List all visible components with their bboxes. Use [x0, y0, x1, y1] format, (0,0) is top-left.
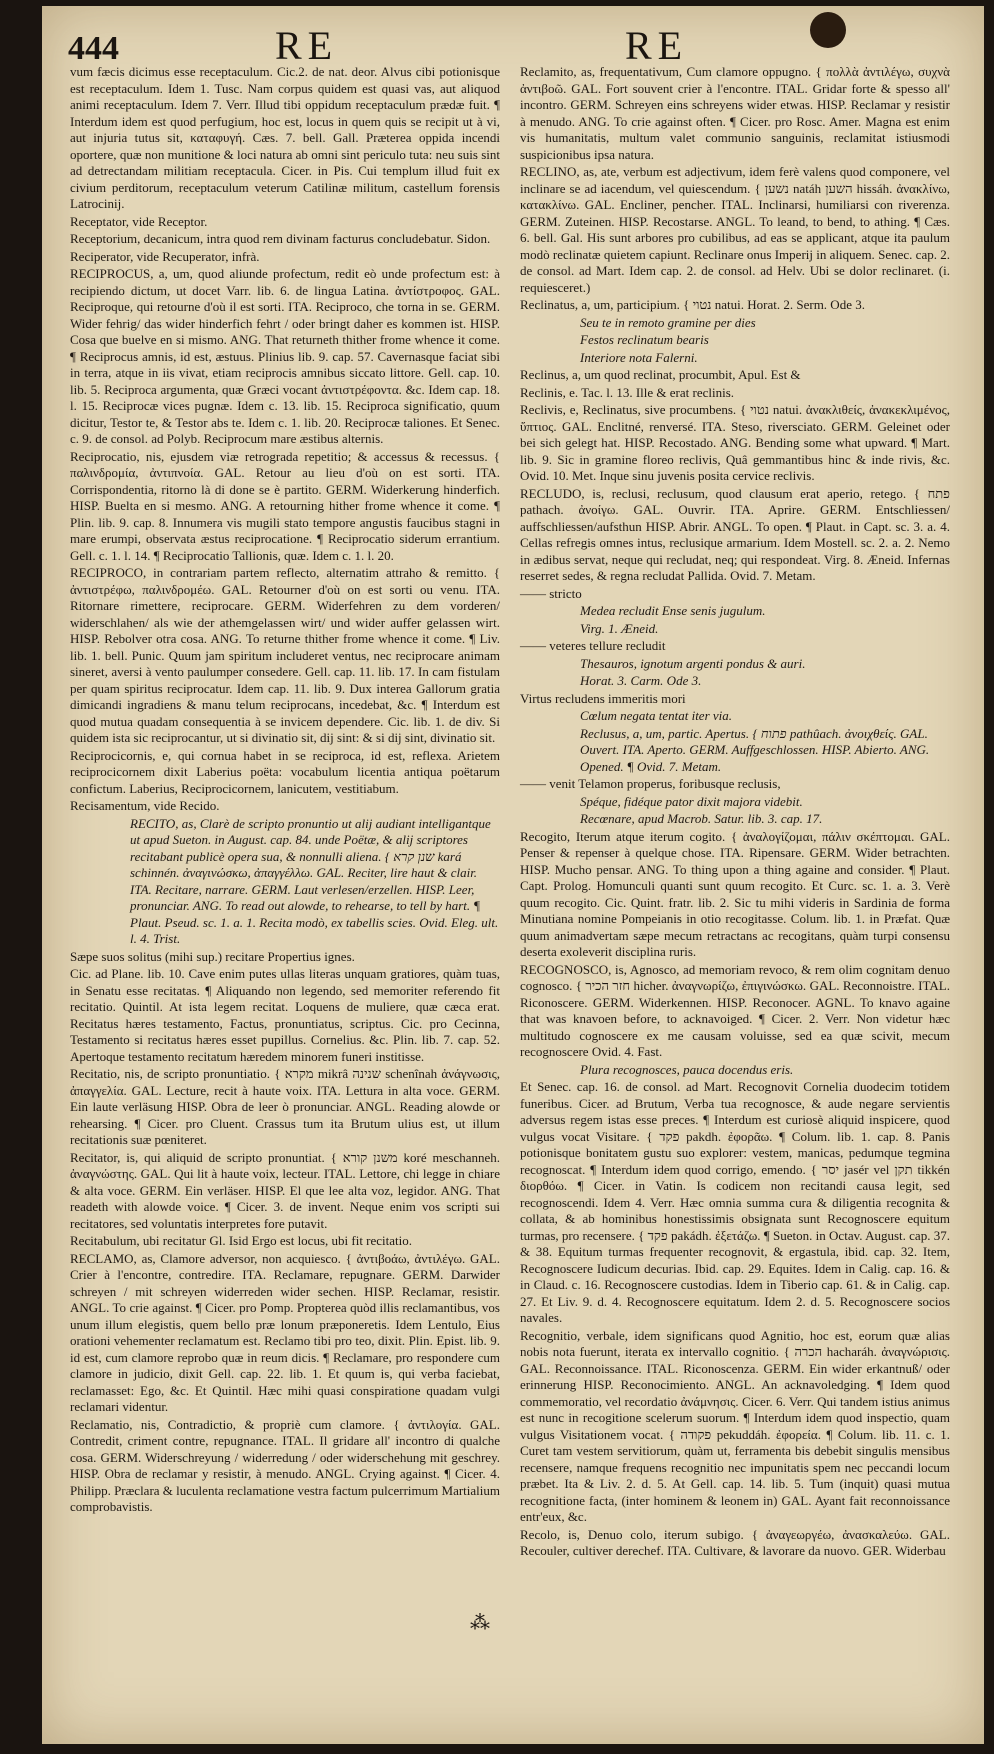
verse-line: RECITO, as, Clarè de scripto pronuntio ut alij audiant intelligantque ut apud Sueton. in August. cap. 84. unde Poëtæ, & alij scriptores recitabant publicè opera sua, & nonnulli aliena. { שנן קרא kará schinnén. ἀναγινώσκω, ἀπαγγέλλω. GAL. Reciter, lire haut & clair. ITA. Recitare, narrare. GERM. Laut verlesen/erzellen. HISP. Leer, pronunciar. ANG. To read out alowde, to rehearse, to tell by hart. ¶ Plaut. Pseud. sc. 1. a. 1. Recita modò, ex tabellis scies. Ovid. Eleg. ult. l. 4. Trist.	[130, 815, 499, 946]
dictionary-entry: Recolo, is, Denuo colo, iterum subigo. { ἀναγεωργέω, ἀνασκαλεύω. GAL. Recouler, cultiver derechef. ITA. Cultivare, & lavorare da nuovo. GER. Widerbau	[520, 1526, 950, 1558]
dictionary-entry: Recogito, Iterum atque iterum cogito. { ἀναλογίζομαι, πάλιν σκέπτομαι. GAL. Penser & repenser à quelque chose. ITA. Ripensare. GERM. Wider betrachten. HISP. Mucho pensar. ANG. To thing upon a thing againe and consider. ¶ Plaut. Capt. Prolog. Homunculi quanti sunt quum recogito. Et Curc. sc. 1. a. 3. Verè quum recogito. Cic. Quint. fratr. lib. 2. Sic tu mihi videris in Sardinia de forma Minutiana nomine Pompeianis in otio recogitasse. Colum. lib. 1. in Præfat. Quæ quum animadvertam sæpe mecum retractans ac recogitans, quàm turpi consensu deserta exoleverit disciplina ruris.	[520, 828, 950, 959]
dictionary-entry: RECIPROCUS, a, um, quod aliunde profectum, redit eò unde profectum est: à recipiendo dictum, ut docet Varr. lib. 6. de lingua Latina. ἀντίστροφος. GAL. Reciproque, qui retourne d'où il est sorti. ITA. Reciproco, che torna in se. GERM. Wider fehrig/ das wider hinderfich fehrt / oder bringt daher es kommen ist. HISP. Cosa que buelve en si mismo. ANG. That returneth thither frome whence it come. ¶ Reciprocus amnis, id est, æstuus. Plinius lib. 9. cap. 57. Cavernasque faciat sibi in terra, atque in iis vivat, etiam reciprocis amnibus siccato littore. Gell. cap. 10. lib. 5. Reciproca argumenta, quæ Græci vocant ἀντιστρέφοντα. &c. Idem cap. 18. l. 15. Reciprocæ vices pugnæ. Idem c. 13. lib. 15. Reciproca significatio, quum dicitur, Testor te, & Testor abs te. Idem c. 1. lib. 20. Reciprocæ taliones. Et Senec. c. 9. de consol. ad Polyb. Reciprocum mare æstibus alternis.	[70, 266, 500, 446]
verse-line: Recœnare, apud Macrob. Satur. lib. 3. cap. 17.	[580, 811, 823, 826]
verse-line: Seu te in remoto gramine per dies	[580, 314, 756, 330]
verse-line: Reclusus, a, um, partic. Apertus. { פתוח pathûach. ἀνοιχθείς. GAL. Ouvert. ITA. Aperto. GERM. Auffgeschlossen. HISP. Abierto. ANG. Opened. ¶ Ovid. 7. Metam.	[580, 725, 930, 774]
verse-line: Interiore nota Falerni.	[580, 349, 698, 365]
dictionary-entry: Reclinus, a, um quod reclinat, procumbit, Apul. Est &	[520, 367, 801, 382]
dictionary-entry: Receptorium, decanicum, intra quod rem divinam facturus concludebatur. Sidon.	[70, 231, 491, 246]
dictionary-entry: Recitatio, nis, de scripto pronuntiatio. { מקרא mikrâ שנינה schenînah ἀνάγνωσις, ἀπαγγελία. GAL. Lecture, recit à haute voix. ITA. Lettura in alta voce. GERM. Ein laute verläsung HISP. Obra de leer ò pronunciar. ANGL. Reading alowde or rehearsing. ¶ Cicer. pro Cluent. Crassus tum ita Brutum ulius est, ut illum recitationis suæ pœniteret.	[70, 1066, 500, 1147]
dictionary-entry: Recitabulum, ubi recitatur Gl. Isid Ergo est locus, ubi fit recitatio.	[70, 1233, 413, 1248]
right-column	[520, 64, 950, 1561]
page-hole	[810, 12, 846, 48]
dictionary-entry: RECLUDO, is, reclusi, reclusum, quod clausum erat aperio, retego. { פתח pathach. ἀνοίγω. GAL. Ouvrir. ITA. Aprire. GERM. Entschliessen/ auffschliessen/aufsthun HISP. Abrir. ANGL. To open. ¶ Plaut. in Capt. sc. 3. a. 4. Cellas refregis omnes intus, reclusique armarium. Idem Mostell. sc. 2. a. 2. Nemo in ædibus servat, neque qui recludat, neq; qui respondeat. Virg. 8. Æneid. Infernas reserret sedes, & regna recludat Pallida. Ovid. 7. Metam.	[520, 485, 950, 583]
dictionary-entry: Reciprocicornis, e, qui cornua habet in se reciproca, id est, reflexa. Arietem reciprocicornem dixit Laberius poëta: vocabulum licentia antiqua poëtarum confictum. Laberius, Reciprocicornem, lanicutem, vestitiabum.	[70, 747, 500, 796]
dictionary-entry: RECLINO, as, ate, verbum est adjectivum, idem ferè valens quod componere, vel inclinare se ad iacendum, vel quiescendum. { נשען natáh השען hissáh. ἀνακλίνω, κατακλίνω. GAL. Encliner, pencher. ITAL. Inclinarsi, humiliarsi con riverenza. GERM. Zuteinen. HISP. Recostarse. ANGL. To leand, to bend, to athing. ¶ Cæs. 6. bell. Gal. His sunt arbores pro cubilibus, ad eas se applicant, atque ita paulum modò reclinatæ quietem capiunt. Reclinare onus Imperij in aliquem. Senec. cap. 2. de consol. ad Mart. Idem cap. 2. de consol. ad Helv. Ubi se dolor reclinaret. (i. requiesceret.)	[520, 164, 951, 295]
verse-line: Medea recludit Ense senis jugulum.	[580, 603, 766, 618]
verse-line: Horat. 3. Carm. Ode 3.	[580, 673, 702, 688]
footer-ornament: ⁂	[470, 1612, 490, 1634]
dictionary-entry: Reciprocatio, nis, ejusdem viæ retrograda repetitio; & accessus & recessus. { παλινδρομία, ἀντιπνοία. GAL. Retour au lieu d'où on est sorti. ITA. Corrispondentia, ritorno là di done se è partito. GERM. Widerkerung hinderfich. HISP. Buelta en si mesmo. ANG. A retourning hither frome whence it come. ¶ Plin. lib. 9. cap. 8. Innumera vis mugili stato tempore angustis faucibus stagni in mare erumpi, observata æstus reciprocatione. ¶ Reciprocatio siderum errantium. Gell. c. 1. l. 14. ¶ Reciprocatio Tallionis, quæ. Idem c. 1. l. 20.	[70, 448, 500, 563]
verse-line: Cœlum negata tentat iter via.	[580, 708, 733, 723]
running-head-right: RE	[625, 23, 689, 68]
dictionary-entry: Virtus recludens immeritis mori	[520, 690, 686, 706]
left-column	[70, 64, 500, 1517]
dictionary-entry: Reciperator, vide Recuperator, infrà.	[70, 248, 260, 264]
dictionary-entry: vum fæcis dicimus esse receptaculum. Cic.2. de nat. deor. Alvus cibi potionisque est receptaculum. Idem 1. Tusc. Nam corpus quidem est quasi vas, aut aliquod animi receptaculum. Idem 7. Verr. Illud tibi oppidum receptaculum prædæ fuit. ¶ Interdum idem est quod perfugium, hoc est, locus in quem quis se recipit ut à vi, aut injuria tutus sit, καταφυγή. Cæs. 7. bell. Gall. Præterea oppida incendi oportere, quæ non munitione & loci natura ab omni sint periculo tuta: neu suis sint ad detrectandam militiam receptacula. Cicer. in Pis. Cui templum illud fuit ex civium perditorum, receptaculum veterum Catilinæ militum, castellum forensis Latrocinij.	[70, 64, 500, 211]
dictionary-entry: —— venit Telamon properus, foribusque reclusis,	[520, 776, 781, 791]
dictionary-entry: —— stricto	[520, 585, 582, 601]
dictionary-entry: Reclamito, as, frequentativum, Cum clamore oppugno. { πολλὰ ἀντιλέγω, συχνὰ ἀντιβοῶ. GAL. Fort souvent crier à l'encontre. ITAL. Gridar forte & spesso all' incontro. GERM. Schreyen eins schreyens wider etwas. HISP. Reclamar y resistir à menudo. ANG. To crie against often. ¶ Cicer. pro Rosc. Amer. Magna est enim vis humanitatis, multum valet communio sanguinis, reclamitat istiusmodi suspicionibus ipsa natura.	[520, 64, 950, 162]
dictionary-entry: Recognitio, verbale, idem significans quod Agnitio, hoc est, eorum quæ alias nobis nota fuerunt, iterata ex intervallo cognitio. { הכרה hacharáh. ἀναγνώρισις. GAL. Reconnoissance. ITAL. Riconoscenza. GERM. Ein wider erkantnuß/ oder erinnerung HISP. Reconocimiento. ANGL. An acknavoledging. ¶ Idem quod commemoratio, vel recordatio ἀνάμνησις. Cicer. 6. Verr. Qui tandem istius animus est nunc in recogitione scelerum suorum. ¶ Interdum idem quod inspectio, quam vulgus Visitationem vocat. { פקודה pekuddáh. ἐφορεία. ¶ Colum. lib. 11. c. 1. Curet tam vestem servitiorum, quàm ut, ferramenta bis debebit singulis mensibus recensere, namque frequens recognitio nec impunitatis spem nec peccandi locum præbet. Ita & Liv. 2. d. 5. At Gell. cap. 14. lib. 5. Tum (inquit) quasi mutua recognitione facta, (inter hominem & leonem in) GAL. Ayant fait reconnoissance entr'eux, &c.	[520, 1327, 950, 1524]
running-head-left: RE	[275, 23, 339, 68]
verse-line: Spéque, fidéque pator dixit majora videbit.	[580, 793, 803, 809]
verse-line: Plura recognosces, pauca docendus eris.	[580, 1061, 794, 1077]
dictionary-entry: Recitator, is, qui aliquid de scripto pronuntiat. { משנן קורא koré meschanneh. ἀναγνώστης. GAL. Qui lit à haute voix, lecteur. ITAL. Lettore, chi legge in chiare & alta voce. GERM. Ein verläser. HISP. El que lee alta voz, legidor. ANG. That readeth with alowde voice. ¶ Cicer. 3. de invent. Neque enim vos scripti sui recitatores, sed voluntatis interpretes fore putavit.	[70, 1149, 501, 1231]
dictionary-entry: Sæpe suos solitus (mihi sup.) recitare Propertius ignes.	[70, 948, 355, 964]
dictionary-entry: Reclamatio, nis, Contradictio, & propriè cum clamore. { ἀντιλογία. GAL. Contredit, criment contre, repugnance. ITAL. Il gridare all' incontro di qualche cosa. GERM. Widerschreyung / widerredung / oder widerschehung mit geschrey. HISP. Obra de reclamar y resistir, à menudo. ANGL. Crying against. ¶ Cicer. 4. Philipp. Præclara & luculenta reclamatione vestra factum pulcerrimum Martialium comprobavistis.	[70, 1416, 500, 1514]
verse-line: Thesauros, ignotum argenti pondus & auri.	[580, 655, 806, 671]
dictionary-entry: RECIPROCO, in contrariam partem reflecto, alternatim attraho & remitto. { ἀντιστρέφω, παλινδρομέω. GAL. Retourner d'où on est sorti ou venu. ITA. Ritornare rimettere, reciprocare. GERM. Widerfehren zu dem vorderen/ widerschlahen/ als wie der athemgelassen wirt/ und wider auffer gelassen wirt. HISP. Rebolver otra cosa. ANG. To returne thither frome whence it come. ¶ Liv. lib. 1. bell. Punic. Quum jam spiritum includeret ventus, nec reciprocare animam sineret, aversi à vento paulumper consedere. Gell. cap. 11. lib. 17. In cam fistulam per quam spiritus reciprocatur. Idem cap. 11. lib. 9. Dux interea Gallorum gratia dimicandi ingradiens & manu telum reciprocans, incedebat, &c. ¶ Interdum est quod mutua quadam consequentia à se invicem dependere. Cic. lib. 1. de div. Si quidem ista sic reciprocantur, ut si divinatio sit, dij sint: & si dij sint, divinatio sit.	[70, 565, 500, 745]
verse-line: Festos reclinatum bearis	[580, 332, 709, 347]
dictionary-entry: Receptator, vide Receptor.	[70, 213, 208, 229]
dictionary-entry: Reclinis, e. Tac. l. 13. Ille & erat reclinis.	[520, 384, 735, 400]
dictionary-entry: RECOGNOSCO, is, Agnosco, ad memoriam revoco, & rem olim cognitam denuo cognosco. { חזר הכיר hicher. ἀναγνωρίζω, ἐπιγινώσκω. GAL. Reconnoistre. ITAL. Riconoscere. GERM. Widerkennen. HISP. Reconocer. AGNL. To knavo againe that was knavoen before, to acknavoiged. ¶ Cicer. 2. Verr. Non videtur hæc multitudo cognoscere ex me causam voluisse, sed ea quæ scivit, mecum recognoscere Ovid. 4. Fast.	[520, 961, 950, 1059]
dictionary-entry: Recisamentum, vide Recido.	[70, 798, 220, 813]
dictionary-entry: —— veteres tellure recludit	[520, 638, 666, 653]
verse-line: Virg. 1. Æneid.	[580, 620, 659, 636]
dictionary-entry: RECLAMO, as, Clamore adversor, non acquiesco. { ἀντιβοάω, ἀντιλέγω. GAL. Crier à l'encontre, contredire. ITA. Reclamare, repugnare. GERM. Darwider schreyen / mit schreyen widerreden wider sechen. HISP. Reclamar, resistir. ANGL. To crie against. ¶ Cicer. pro Pomp. Propterea quòd illis reclamantibus, vos unum illum elegistis, quem bello præ lonum præponeretis. Idem Lentulo, Eius orationi vehementer reclamatum est. Reclamo tibi pro teo, dixit. Plin. Epist. lib. 9. id est, cum clamore reprobo quæ in reum dicis. ¶ Reclamare, pro respondere cum clamore in judicio, dixit Gell. cap. 22. lib. 1. Et quum is, qui verba faciebat, reclamasset: Ego, &c. Et Quintil. Hæc mihi quasi conspiratione quadam vulgi reclamari videntur.	[70, 1250, 500, 1414]
dictionary-entry: Cic. ad Plane. lib. 10. Cave enim putes ullas literas unquam gratiores, quàm tuas, in Senatu esse recitatas. ¶ Aliquando non legendo, sed memoriter referendo fit recitatio. Quintil. At ista legem recitat. Loquens de muliere, quæ cæca erat. Recitatus hæres testamento, Factus, pronuntiatus, scriptus. Cic. pro Cecinna, Testamento si recitatus hæres esset pupillus. Cornelius. &c. Plin. lib. 7. cap. 52. Apertoque testamento recitatum hæredem minorem funeri institisse.	[70, 966, 500, 1064]
dictionary-entry: Et Senec. cap. 16. de consol. ad Mart. Recognovit Cornelia duodecim totidem funeribus. Cicer. ad Brutum, Verba tua recognosce, & aude negare servientis adversus regem istas esse preces. ¶ Interdum est curiosè aliquid inspicere, quod vulgus vocat Visitare. { פקד pakdh. ἐφορᾶω. ¶ Colum. lib. 1. cap. 8. Panis potionisque bonitatem gustu suo explorer: vestem, manicas, pedumque tegmina recognoscat. ¶ Interdum idem quod corrigo, emendo. { יסר jasér vel תקן tikkén διορθόω. ¶ Cicer. in Vatin. Is codicem non recitandi causa legit, sed recognoscendi. Idem 4. Verr. Hæc omnia summa cura & diligentia recognita & collata, & ab hominibus honestissimis obsignata sunt Recognoscere equitum turmas, pro recensere. { פקד pakádh. ἐξετάζω. ¶ Sueton. in Octav. August. cap. 37. & 38. Equitum turmas frequenter recognovit, & ergastula, ibid. cap. 32. Item, Recognoscere Iudicum decurias. Ibid. cap. 29. Equites. Idem in Calig. cap. 16. & in Claud. c. 16. Recognoscere custodias. Idem in Tiberio cap. 61. & in Calig. cap. 27. Et Liv. 9. d. 4. Recognoscere equitatum. Idem 2. d. 5. Recognoscere socios navales.	[520, 1079, 950, 1325]
dictionary-entry: Reclinatus, a, um, participium. { נטוי natui. Horat. 2. Serm. Ode 3.	[520, 297, 865, 312]
dictionary-entry: Reclivis, e, Reclinatus, sive procumbens. { נטוי natui. ἀνακλιθείς, ἀνακεκλιμένος, ὕπτιος. GAL. Enclitné, renversé. ITA. Steso, riversciato. GERM. Geleinet oder bei sich gelegt hat. HISP. Recostado. ANG. Bending some what upward. ¶ Mart. lib. 9. Sic in gramine floreo reclivis, Quâ gemmantibus hinc & inde rivis, &c. Ovid. 10. Met. Inque sinu juvenis posita cervice reclivis.	[520, 402, 950, 483]
page-number: 444	[68, 30, 119, 67]
